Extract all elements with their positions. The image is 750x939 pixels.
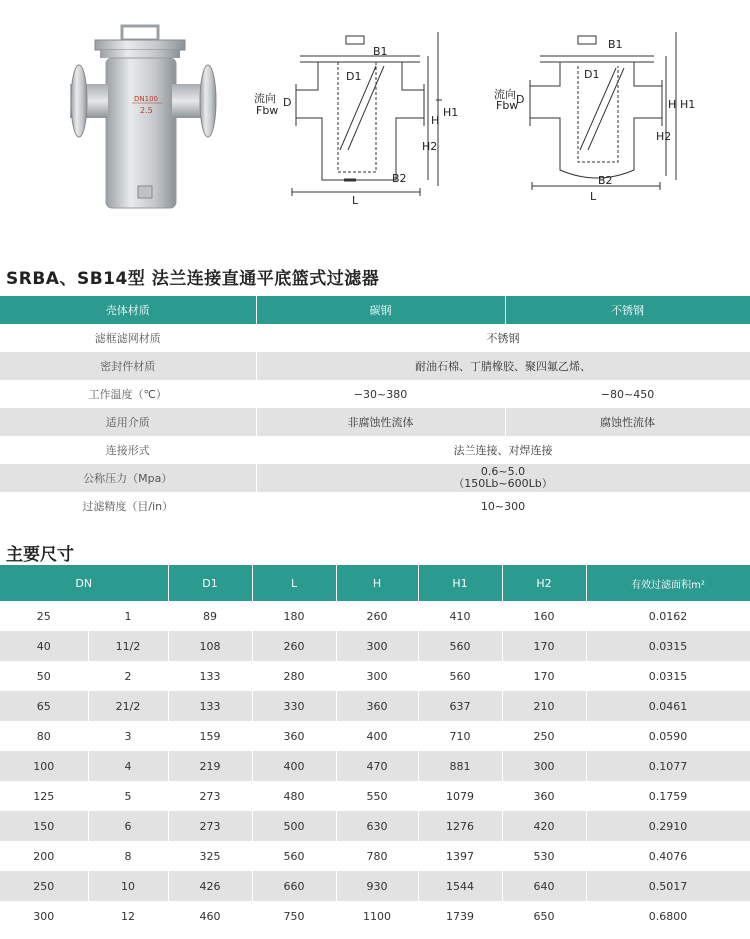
photo-label-pressure: 2.5 [140,106,153,115]
table-cell: 300 [336,661,418,691]
table-cell: 133 [168,661,252,691]
table-cell: 330 [252,691,336,721]
spec-row [0,436,750,464]
spec-label: 滤框滤网材质 [0,324,256,352]
table-cell: 560 [252,841,336,871]
spec-row [0,464,750,492]
table-cell: 260 [336,601,418,631]
product-photo [70,26,216,208]
spec-header-carbon-steel: 碳钢 [256,296,505,324]
label2-fbw: Fbw [496,99,519,112]
table-row [0,631,750,661]
photo-label-dn: DN100 [134,95,158,103]
product-title: SRBA、SB14型 法兰连接直通平底篮式过滤器 [6,269,380,289]
table-cell: 125 [0,781,88,811]
spec-header-stainless: 不锈钢 [505,296,750,324]
label-d1: D1 [346,70,362,83]
table-cell: 0.1077 [586,751,750,781]
table-cell: 273 [168,781,252,811]
spec-value-line: 0.6~5.0 [480,465,526,478]
dims-header-row [0,565,750,601]
spec-label: 工作温度（℃） [0,380,256,408]
table-cell: 170 [502,631,586,661]
label-h: H [431,114,440,127]
table-cell: 10 [88,871,168,901]
label-b1: B1 [373,45,388,58]
table-cell: 325 [168,841,252,871]
technical-drawing-2 [530,32,676,190]
dims-header-dn: DN [0,565,168,601]
table-cell: 11/2 [88,631,168,661]
table-cell: 280 [252,661,336,691]
table-row [0,841,750,871]
table-cell: 400 [252,751,336,781]
table-cell: 300 [502,751,586,781]
table-cell: 108 [168,631,252,661]
table-cell: 530 [502,841,586,871]
table-cell: 160 [502,601,586,631]
table-cell: 360 [252,721,336,751]
table-cell: 750 [252,901,336,931]
spec-label: 适用介质 [0,408,256,436]
dims-body [0,601,750,931]
table-cell: 300 [336,631,418,661]
table-cell: 180 [252,601,336,631]
table-cell: 2 [88,661,168,691]
spec-value: 不锈钢 [256,324,750,352]
table-cell: 65 [0,691,88,721]
table-cell: 881 [418,751,502,781]
table-cell: 200 [0,841,88,871]
table-cell: 8 [88,841,168,871]
table-cell: 630 [336,811,418,841]
spec-value-stainless: −80~450 [505,380,750,408]
table-cell: 50 [0,661,88,691]
table-cell: 1100 [336,901,418,931]
label2-l: L [590,190,597,203]
label2-h: H [668,98,677,111]
dims-header-h: H [336,565,418,601]
table-cell: 637 [418,691,502,721]
table-cell: 420 [502,811,586,841]
table-cell: 0.6800 [586,901,750,931]
spec-row [0,408,750,436]
table-cell: 210 [502,691,586,721]
spec-label: 密封件材质 [0,352,256,380]
spec-value: 10~300 [256,492,750,520]
spec-value: 法兰连接、对焊连接 [256,436,750,464]
table-cell: 360 [336,691,418,721]
table-cell: 80 [0,721,88,751]
table-cell: 710 [418,721,502,751]
table-cell: 640 [502,871,586,901]
table-cell: 0.0315 [586,631,750,661]
figures-svg [0,0,750,260]
dims-header-d1: D1 [168,565,252,601]
table-cell: 12 [88,901,168,931]
table-cell: 0.0315 [586,661,750,691]
spec-row [0,492,750,520]
label-b2: B2 [392,172,407,185]
table-cell: 273 [168,811,252,841]
spec-value-carbon: 非腐蚀性流体 [256,408,505,436]
spec-value-carbon: −30~380 [256,380,505,408]
table-cell: 426 [168,871,252,901]
table-cell: 250 [502,721,586,751]
table-cell: 780 [336,841,418,871]
table-cell: 1397 [418,841,502,871]
spec-value-line: （150Lb~600Lb） [453,477,553,490]
dimensions-table [0,565,750,931]
table-row [0,751,750,781]
table-cell: 260 [252,631,336,661]
label2-d1: D1 [584,68,600,81]
label2-h2: H2 [656,130,672,143]
dims-header-l: L [252,565,336,601]
table-cell: 25 [0,601,88,631]
label-l: L [352,194,359,207]
label-flow: 流向 [254,92,276,105]
figures-area [0,0,750,260]
label2-flow: 流向 [494,88,516,101]
table-cell: 930 [336,871,418,901]
table-cell: 133 [168,691,252,721]
table-cell: 0.4076 [586,841,750,871]
table-cell: 150 [0,811,88,841]
table-cell: 0.0461 [586,691,750,721]
spec-value-stainless: 腐蚀性流体 [505,408,750,436]
table-cell: 6 [88,811,168,841]
table-row [0,811,750,841]
table-row [0,601,750,631]
table-cell: 560 [418,631,502,661]
table-cell: 21/2 [88,691,168,721]
spec-label: 公称压力（Mpa） [0,464,256,492]
table-cell: 1544 [418,871,502,901]
label2-b1: B1 [608,38,623,51]
label2-h1: H1 [680,98,696,111]
label-h1: H1 [443,106,459,119]
spec-value: 耐油石棉、丁腈橡胶、聚四氟乙烯、 [256,352,750,380]
table-row [0,871,750,901]
table-cell: 3 [88,721,168,751]
table-cell: 300 [0,901,88,931]
table-cell: 0.5017 [586,871,750,901]
spec-label: 连接形式 [0,436,256,464]
technical-drawing-1 [292,32,442,196]
spec-row [0,324,750,352]
table-cell: 550 [336,781,418,811]
table-cell: 40 [0,631,88,661]
spec-header-material: 壳体材质 [0,296,256,324]
table-cell: 219 [168,751,252,781]
table-row [0,781,750,811]
dims-header-h1: H1 [418,565,502,601]
table-cell: 1079 [418,781,502,811]
table-cell: 0.0162 [586,601,750,631]
table-cell: 360 [502,781,586,811]
section-title-dimensions: 主要尺寸 [6,545,74,565]
table-cell: 170 [502,661,586,691]
table-row [0,661,750,691]
label-fbw: Fbw [256,104,279,117]
table-cell: 410 [418,601,502,631]
table-cell: 470 [336,751,418,781]
table-cell: 100 [0,751,88,781]
spec-header-row [0,296,750,324]
table-cell: 1739 [418,901,502,931]
label-h2: H2 [422,140,438,153]
label-d: D [283,96,292,109]
table-row [0,901,750,931]
table-cell: 4 [88,751,168,781]
table-row [0,691,750,721]
table-cell: 650 [502,901,586,931]
table-cell: 0.2910 [586,811,750,841]
table-cell: 1 [88,601,168,631]
spec-value [256,464,750,492]
table-cell: 460 [168,901,252,931]
spec-row [0,380,750,408]
table-cell: 660 [252,871,336,901]
table-cell: 500 [252,811,336,841]
table-cell: 480 [252,781,336,811]
table-cell: 89 [168,601,252,631]
table-row [0,721,750,751]
spec-label: 过滤精度（目/in） [0,492,256,520]
dims-header-area: 有效过滤面积m² [586,565,750,601]
table-cell: 0.1759 [586,781,750,811]
spec-row [0,352,750,380]
label2-d: D [516,93,525,106]
table-cell: 400 [336,721,418,751]
dims-header-h2: H2 [502,565,586,601]
table-cell: 159 [168,721,252,751]
label2-b2: B2 [598,174,613,187]
table-cell: 5 [88,781,168,811]
spec-table [0,296,750,520]
table-cell: 1276 [418,811,502,841]
table-cell: 250 [0,871,88,901]
table-cell: 560 [418,661,502,691]
table-cell: 0.0590 [586,721,750,751]
